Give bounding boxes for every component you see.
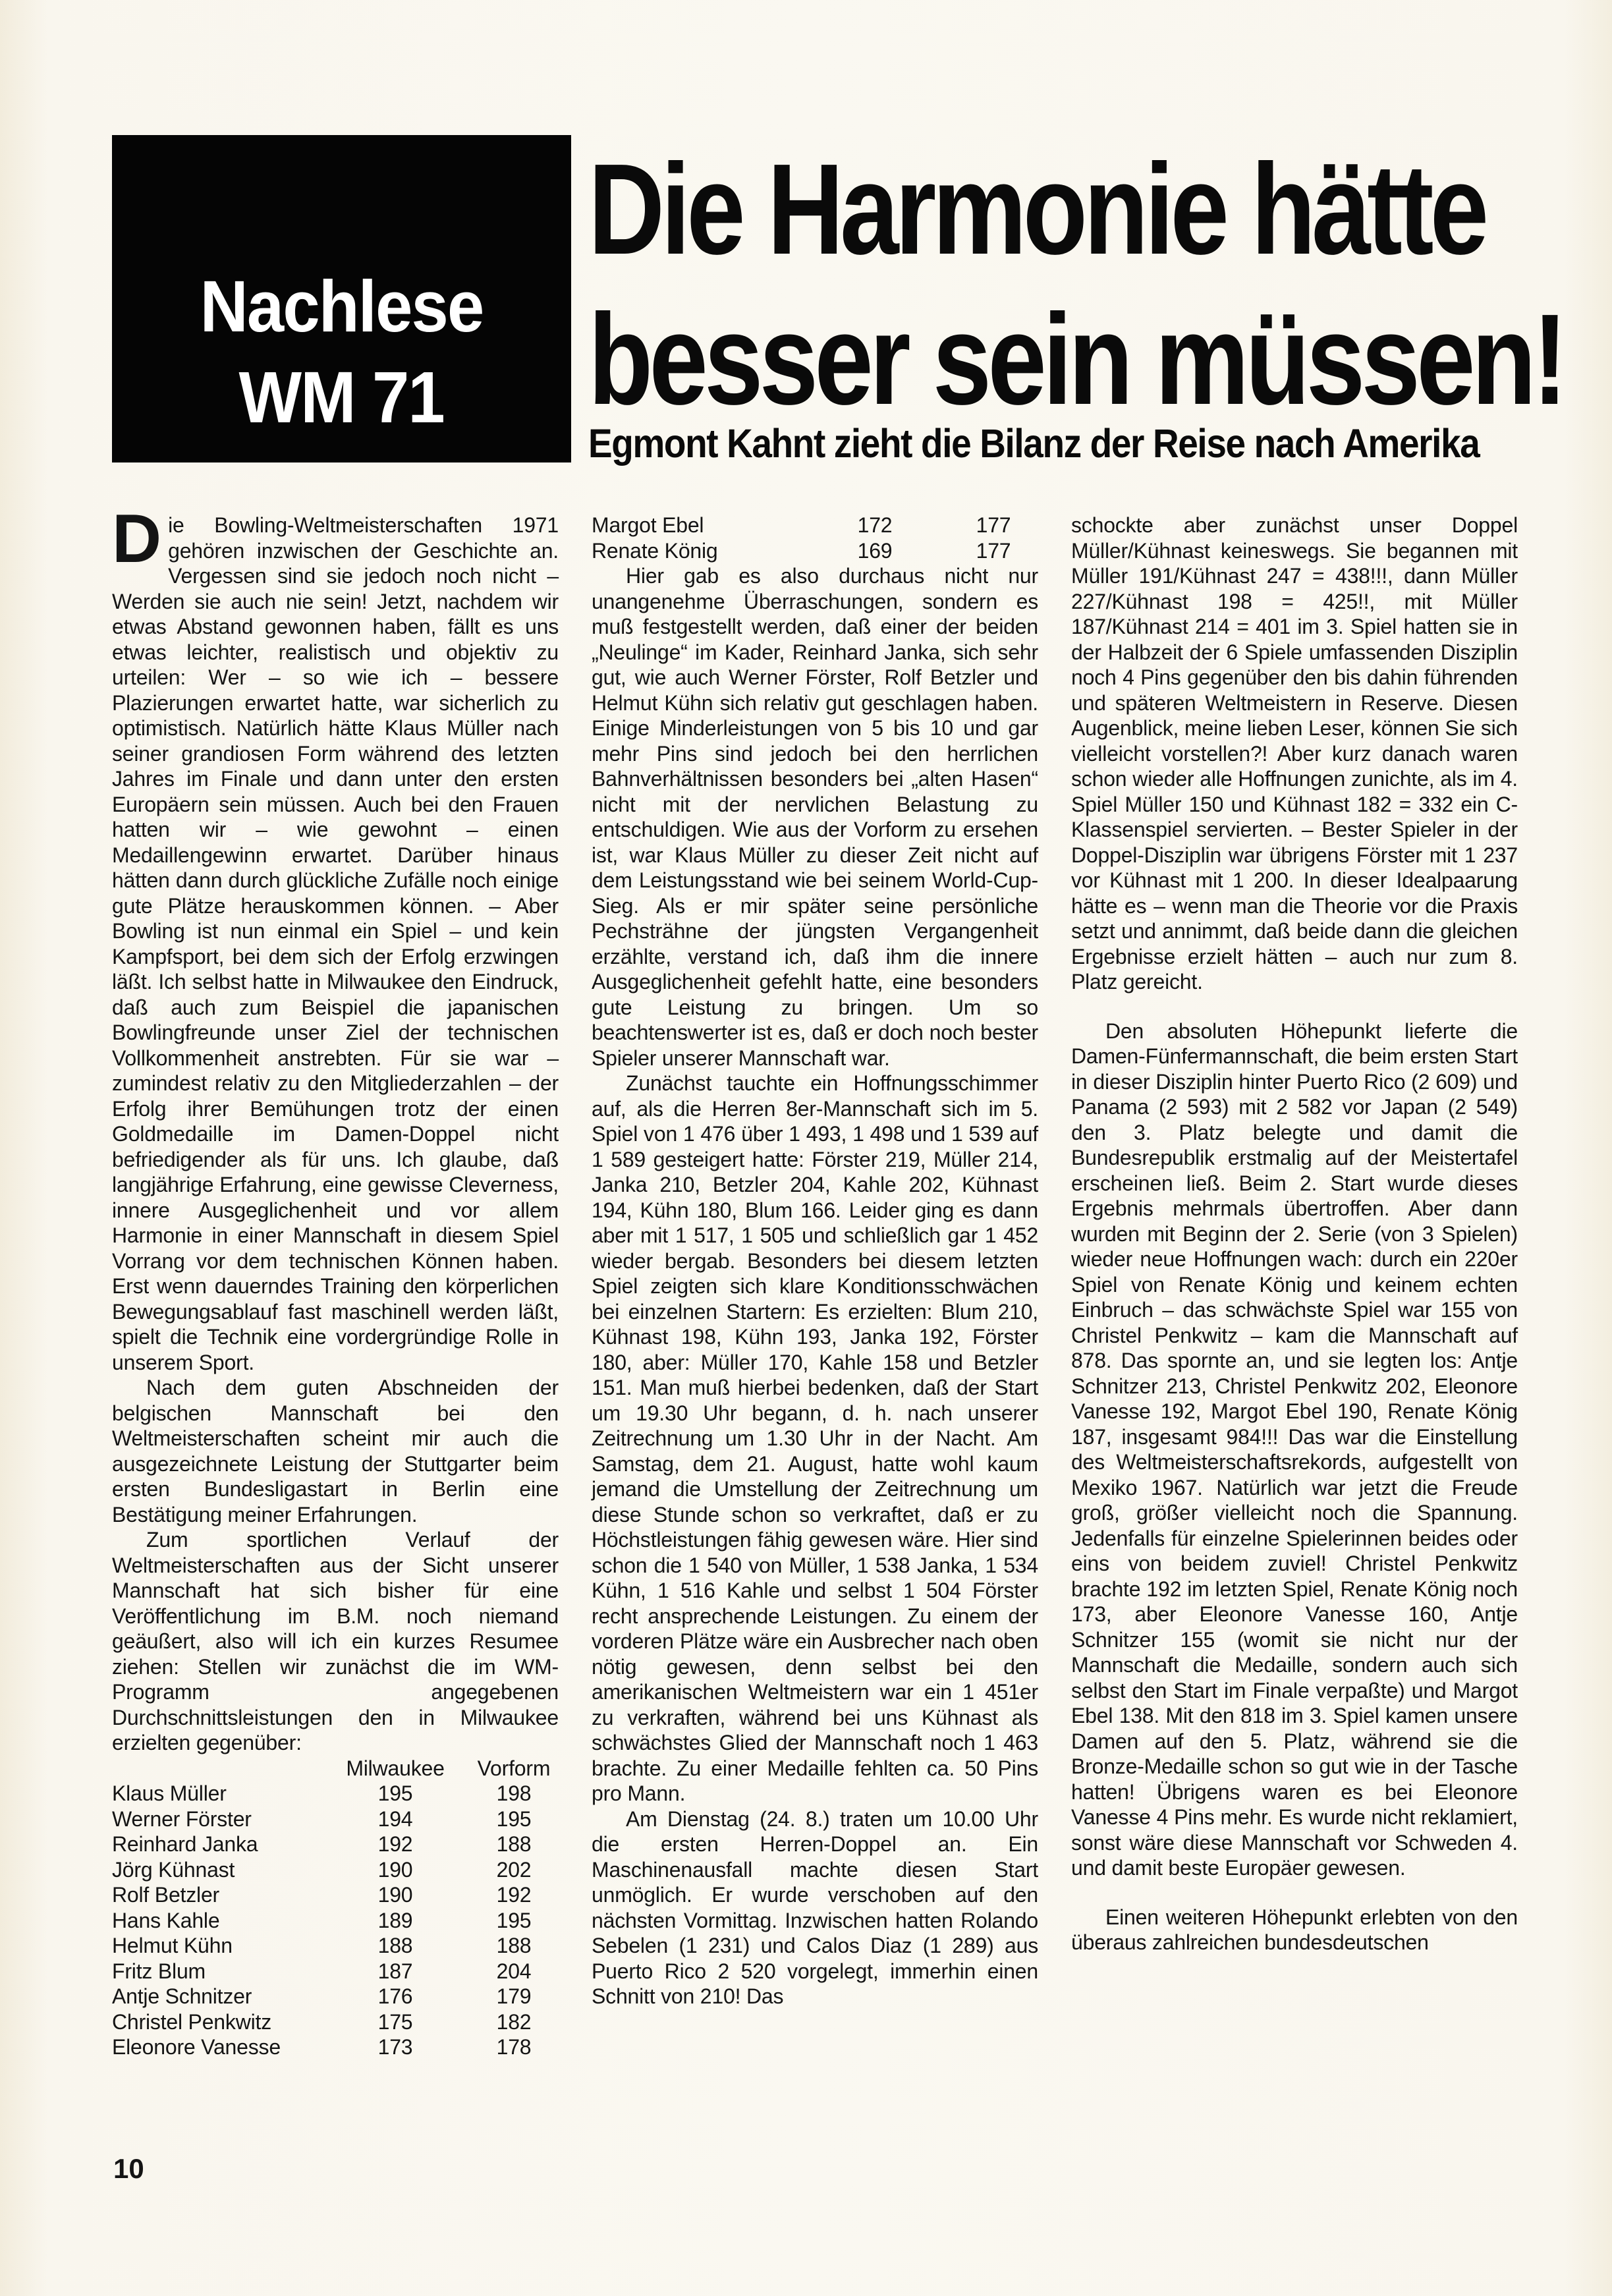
player-name: Eleonore Vanesse: [112, 2035, 281, 2059]
table-header-empty: [112, 1756, 321, 1781]
player-name: Hans Kahle: [112, 1908, 220, 1932]
score-value: 175: [377, 2009, 413, 2034]
column-right: [1071, 513, 1518, 2060]
score-value: 190: [377, 1857, 413, 1882]
kicker-line-2: WM 71: [238, 357, 445, 438]
table-row: [112, 1806, 559, 1832]
score-value: 198: [496, 1781, 532, 1805]
paragraph: Den absoluten Höhepunkt lieferte die Damen-Fünfermannschaft, die beim ersten Start in dieser Disziplin hinter Puerto Rico (2 609) und Panama (2 593) mit 2 582 vor Japan (2 549) den 3. Platz belegte und damit die Bundesrepublik erstmalig auf der Meistertafel erscheinen ließ. Beim 2. Start wurde dieses Ergebnis mehrmals übertroffen. Aber dann wurden mit Beginn der 2. Serie (von 3 Spielen) wieder neue Hoffnungen wach: durch ein 220er Spiel von Renate König und keinem echten Einbruch – das schwächste Spiel war 155 von Christel Penkwitz – kam die Mannschaft auf 878. Das spornte an, und sie legten los: Antje Schnitzer 213, Christel Penkwitz 202, Eleonore Vanesse 192, Margot Ebel 190, Renate König 187, insgesamt 984!!! Das war die Einstellung des Weltmeisterschaftsrekords, aufgestellt von Mexiko 1967. Natürlich war jetzt die Freude groß, größer vielleicht noch die Spannung. Jedenfalls für einzelne Spielerinnen beides oder eins von beidem zuviel! Christel Penkwitz brachte 192 im letzten Spiel, Renate König noch 173, aber Eleonore Vanesse 160, Antje Schnitzer 155 (womit sie nicht nur der Mannschaft die Medaille, sondern auch sich selbst den Start im Finale verpaßte) und Margot Ebel 138. Mit den 818 im 3. Spiel kamen unsere Damen auf den 5. Platz, während sie die Bronze-Medaille schon so gut wie in der Tasche hatten! Übrigens waren es bei Eleonore Vanesse 4 Pins mehr. Es wurde nicht reklamiert, sonst wäre diese Mannschaft vor Schweden 4. und damit beste Europäer gewesen.: [1071, 1019, 1518, 1880]
table-header-row: [112, 1756, 559, 1781]
averages-table: [112, 1756, 559, 2060]
table-row: [112, 2009, 559, 2035]
kicker-line-1: Nachlese: [200, 266, 484, 347]
player-name: Antje Schnitzer: [112, 1984, 252, 2008]
table-row: [112, 1959, 559, 1984]
table-row: [112, 1882, 559, 1908]
score-value: 195: [377, 1781, 413, 1805]
paragraph: Zum sportlichen Verlauf der Weltmeisterschaften aus der Sicht unserer Mannschaft hat sich bisher für eine Veröffentlichung im B.M. noch niemand geäußert, also will ich ein kurzes Resumee ziehen: Stellen wir zunächst die im WM-Programm angegebenen Durchschnittsleistungen den in Milwaukee erzielten gegenüber:: [112, 1528, 559, 1754]
score-value: 187: [377, 1959, 413, 1983]
score-value: 179: [496, 1984, 532, 2008]
right-column-text: [1071, 513, 1518, 1955]
player-name: Jörg Kühnast: [112, 1857, 235, 1882]
table-row: [112, 1832, 559, 1857]
table-header-vorform: Vorform: [477, 1756, 551, 1780]
averages-table-continued: [592, 513, 1038, 563]
score-value: 177: [976, 538, 1011, 563]
score-value: 173: [377, 2035, 413, 2059]
drop-cap: D: [112, 501, 162, 577]
score-value: 182: [496, 2009, 532, 2034]
player-name: Christel Penkwitz: [112, 2009, 272, 2034]
score-value: 194: [377, 1806, 413, 1831]
table-row: [112, 2034, 559, 2060]
score-value: 190: [377, 1883, 413, 1907]
column-middle: [592, 513, 1038, 2060]
table-row: [112, 1908, 559, 1934]
score-value: 176: [377, 1984, 413, 2008]
paragraph: Hier gab es also durchaus nicht nur unangenehme Überraschungen, sondern es muß festgestellt werden, daß einer der beiden „Neulinge“ im Kader, Reinhard Janka, sich sehr gut, wie auch Werner Förster, Rolf Betzler und Helmut Kühn sich relativ gut geschlagen haben. Einige Minderleistungen von 5 bis 10 und gar mehr Pins sind jedoch bei den herrlichen Bahnverhältnissen besonders bei „alten Hasen“ nicht mit der nervlichen Belastung zu entschuldigen. Wie aus der Vorform zu ersehen ist, war Klaus Müller zu dieser Zeit nicht auf dem Leistungsstand wie bei seinem World-Cup-Sieg. Als er mir später seine persönliche Pechsträhne der jüngsten Vergangenheit erzählte, verstand ich, daß ihm die innere Ausgeglichenheit gefehlt hatte, eine besonders gute Leistung zu bringen. Um so beachtenswerter ist es, daß er doch noch bester Spieler unserer Mannschaft war.: [592, 564, 1038, 1070]
player-name: Werner Förster: [112, 1806, 252, 1831]
player-name: Helmut Kühn: [112, 1934, 233, 1957]
score-value: 178: [496, 2035, 532, 2059]
score-value: 192: [377, 1832, 413, 1856]
headline: [588, 137, 1565, 437]
score-value: 188: [496, 1832, 532, 1856]
player-name: Fritz Blum: [112, 1959, 206, 1983]
score-value: 202: [496, 1857, 532, 1882]
page-number: 10: [113, 2153, 144, 2184]
player-name: Rolf Betzler: [112, 1883, 219, 1907]
score-value: 189: [377, 1908, 413, 1932]
score-value: 169: [857, 538, 893, 563]
score-value: 192: [496, 1883, 532, 1907]
left-column-text: [112, 501, 559, 1756]
paragraph: Die Bowling-Weltmeisterschaften 1971 gehören inzwischen der Geschichte an. Vergessen sind sie jedoch noch nicht – Werden sie auch nie sein! Jetzt, nachdem wir etwas Abstand gewonnen haben, fällt es uns etwas leichter, realistisch und objektiv zu urteilen: Wer – so wie ich – bessere Plazierungen erwartet hatte, war sicherlich zu optimistisch. Natürlich hätte Klaus Müller nach seiner grandiosen Form während des letzten Jahres im Finale und dann unter den ersten Europäern sein müssen. Auch bei den Frauen hatten wir – wie gewohnt – einen Medaillengewinn erwartet. Darüber hinaus hätten dann durch glückliche Zufälle noch einige gute Plätze herauskommen können. – Aber Bowling ist nun einmal ein Spiel – und kein Kampfsport, bei dem sich der Erfolg erzwingen läßt. Ich selbst hatte in Milwaukee den Eindruck, daß auch zum Beispiel die japanischen Bowlingfreunde unser Ziel der technischen Vollkommenheit anstrebten. Für sie war – zumindest relativ zu den Mitgliederzahlen – der Erfolg ihrer Bemühungen trotz der einen Goldmedaille im Damen-Doppel nicht befriedigender als für uns. Ich glaube, daß langjährige Erfahrung, eine gewisse Cleverness, innere Ausgeglichenheit und vor allem Harmonie in einer Mannschaft in diesem Spiel Vorrang vor dem technischen Können haben. Erst wenn dauerndes Training den körperlichen Bewegungsablauf fast maschinell werden läßt, spielt die Technik eine vordergründige Rolle in unserem Sport.: [112, 501, 559, 1374]
player-name: Margot Ebel: [592, 513, 704, 537]
column-left: [112, 501, 559, 2060]
player-name: Klaus Müller: [112, 1781, 227, 1805]
paragraph: Zunächst tauchte ein Hoffnungsschimmer auf, als die Herren 8er-Mannschaft sich im 5. Spiel von 1 476 über 1 493, 1 498 und 1 539 auf 1 589 gesteigert hatte: Förster 219, Müller 214, Janka 210, Betzler 204, Kahle 202, Kühnast 194, Kühn 180, Blum 166. Leider ging es dann aber mit 1 517, 1 505 und schließlich gar 1 452 wieder bergab. Besonders bei diesem letzten Spiel zeigten sich klare Konditionsschwächen bei einzelnen Startern: Es erzielten: Blum 210, Kühnast 198, Kühn 193, Janka 192, Förster 180, aber: Müller 170, Kahle 158 und Betzler 151. Man muß hierbei bedenken, daß der Start um 19.30 Uhr begann, d. h. nach unserer Zeitrechnung um 1.30 Uhr in der Nacht. Am Samstag, dem 21. August, hatte wohl kaum jemand die Umstellung der Zeitrechnung um diese Stunde schon so verkraftet, daß er zu Höchstleistungen fähig gewesen wäre. Hier sind schon die 1 540 von Müller, 1 538 Janka, 1 534 Kühn, 1 516 Kahle und selbst 1 504 Förster recht ansprechende Leistungen. Zu einem der vorderen Plätze wäre ein Ausbrecher nach oben nötig gewesen, denn selbst bei den amerikanischen Weltmeistern war ein 1 451er zu verkraften, während bei uns Kühnast als schwächstes Glied der Mannschaft noch 1 463 brachte. Zu einer Medaille fehlten ca. 50 Pins pro Mann.: [592, 1071, 1038, 1805]
table-row: [592, 513, 1038, 538]
table-header-milwaukee: Milwaukee: [346, 1756, 445, 1780]
kicker-box: [112, 135, 571, 462]
paragraph: Am Dienstag (24. 8.) traten um 10.00 Uhr die ersten Herren-Doppel an. Ein Maschinenausfall machte diesen Start unmöglich. Er wurde verschoben auf den nächsten Vormittag. Inzwischen hatten Rolando Sebelen (1 231) und Calos Diaz (1 289) aus Puerto Rico 2 520 vorgelegt, immerhin einen Schnitt von 210! Das: [592, 1806, 1038, 2008]
headline-line-2: besser sein müssen!: [588, 287, 1565, 432]
headline-line-1: Die Harmonie hätte: [588, 137, 1486, 281]
middle-column-text: [592, 563, 1038, 2009]
score-value: 177: [976, 513, 1011, 537]
table-row: [112, 1781, 559, 1806]
table-body: [112, 1781, 559, 2060]
table-row: [592, 538, 1038, 564]
paragraph: Einen weiteren Höhepunkt erlebten von den überaus zahlreichen bundesdeutschen: [1071, 1905, 1518, 1954]
subtitle: Egmont Kahnt zieht die Bilanz der Reise nach Amerika: [588, 421, 1480, 466]
score-value: 188: [377, 1934, 413, 1957]
score-value: 195: [496, 1908, 532, 1932]
paragraph: Nach dem guten Abschneiden der belgischen Mannschaft bei den Weltmeisterschaften scheint mir auch die ausgezeichnete Leistung der Stuttgarter beim ersten Bundesligastart in Berlin eine Bestätigung meiner Erfahrungen.: [112, 1376, 559, 1526]
score-value: 195: [496, 1806, 532, 1831]
table-row: [112, 1933, 559, 1959]
article-columns: [112, 501, 1518, 2060]
player-name: Reinhard Janka: [112, 1832, 258, 1856]
score-value: 204: [496, 1959, 532, 1983]
table-row: [112, 1857, 559, 1883]
player-name: Renate König: [592, 538, 718, 563]
paragraph: schockte aber zunächst unser Doppel Müller/Kühnast keineswegs. Sie begannen mit Müller 191/Kühnast 247 = 438!!!, dann Müller 227/Kühnast 198 = 425!!, mit Müller 187/Kühnast 214 = 401 im 3. Spiel hatten sie in der Halbzeit der 6 Spiele umfassenden Disziplin noch 4 Pins gegenüber den bis dahin führenden und späteren Weltmeistern in Reserve. Diesen Augenblick, meine lieben Leser, können Sie sich vielleicht vorstellen?! Aber kurz danach waren schon wieder alle Hoffnungen zunichte, als im 4. Spiel Müller 150 und Kühnast 182 = 332 ein C-Klassenspiel servierten. – Bester Spieler in der Doppel-Disziplin war übrigens Förster mit 1 237 vor Kühnast mit 1 200. In dieser Idealpaarung hätte es – wenn man die Theorie vor die Praxis setzt und annimmt, daß beide dann die gleichen Ergebnisse erzielt hätten – auch nur zum 8. Platz gereicht.: [1071, 513, 1518, 994]
score-value: 172: [857, 513, 893, 537]
score-value: 188: [496, 1934, 532, 1957]
table-row: [112, 1984, 559, 2009]
